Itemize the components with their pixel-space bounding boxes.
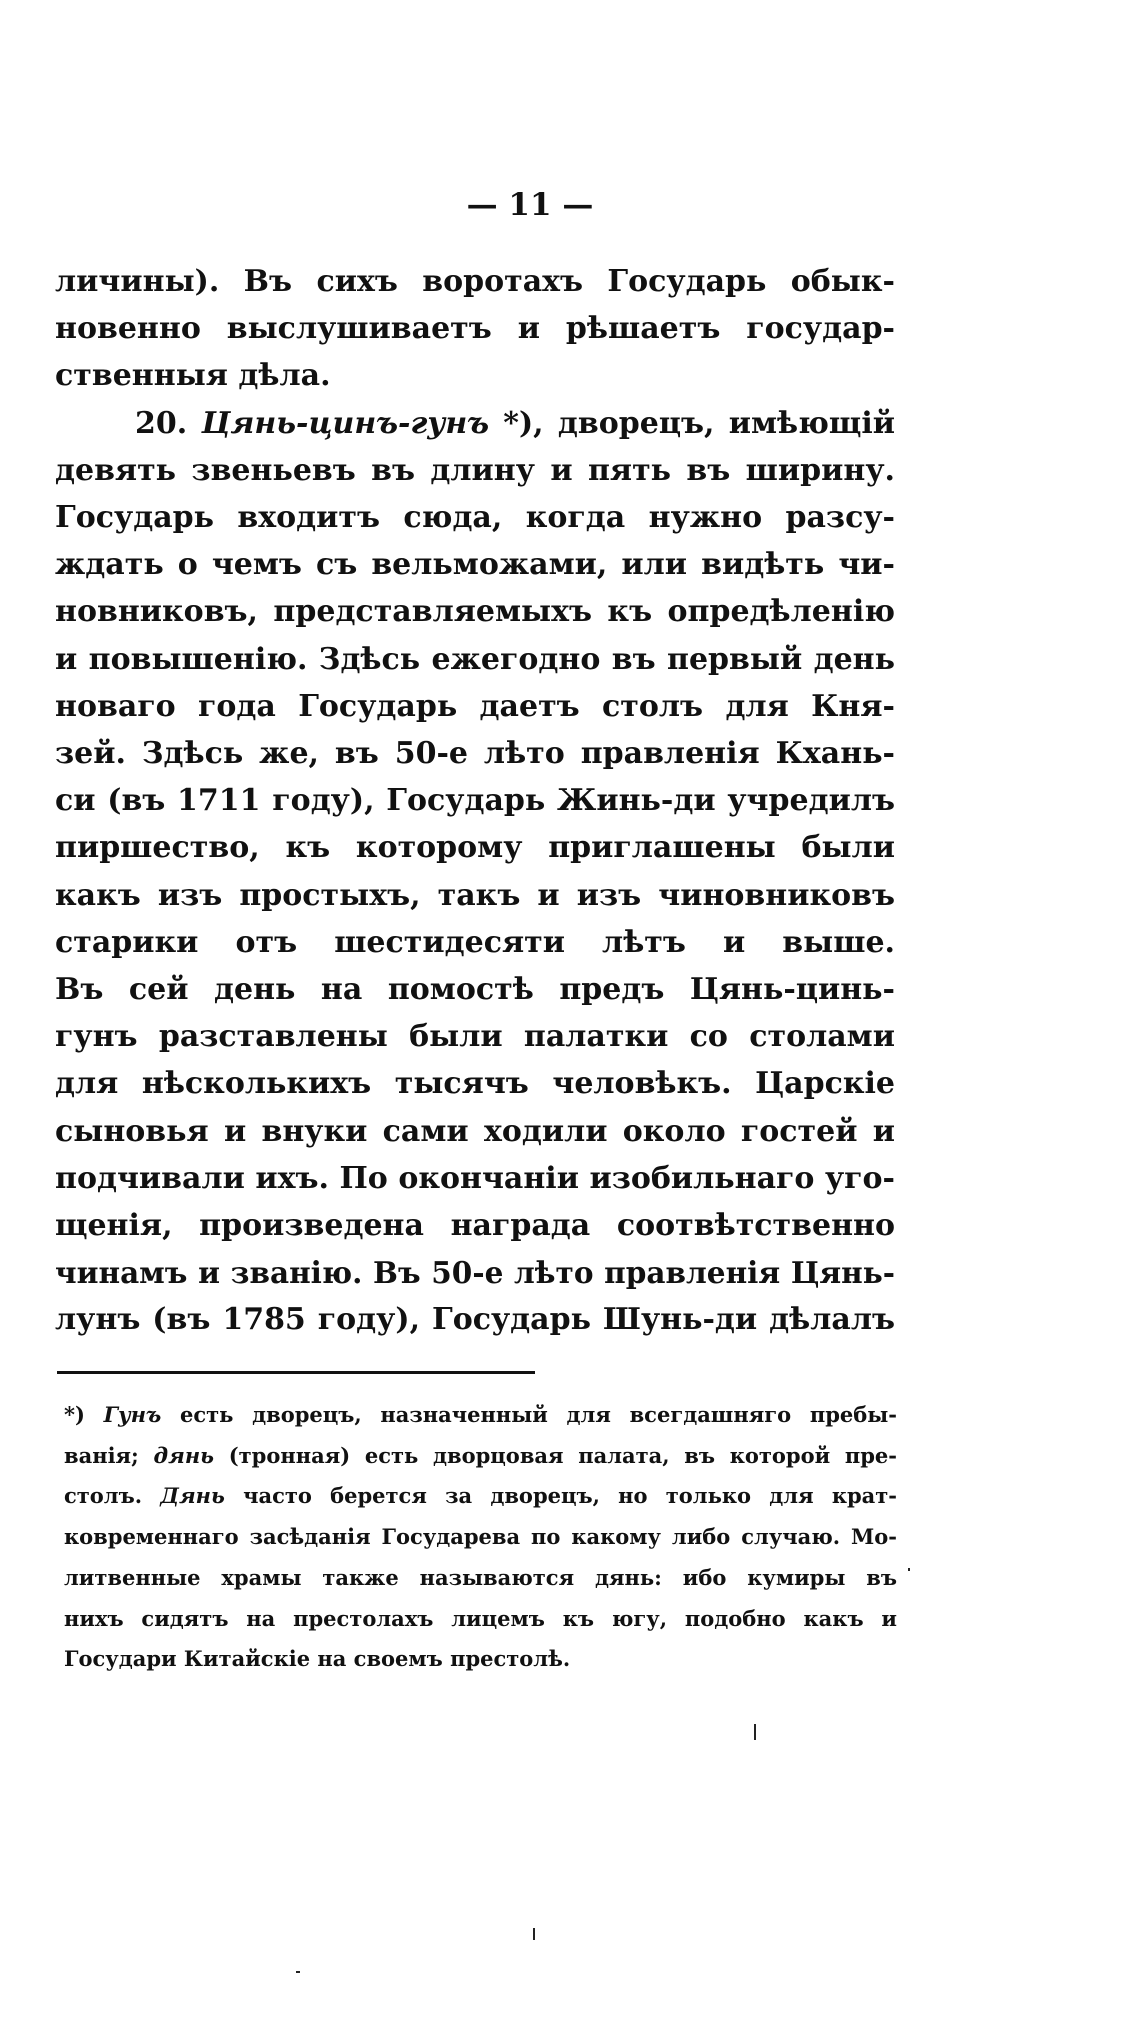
- footnote-line: ковременнаго засѣданія Государева по какому либо случаю. Мо-: [64, 1524, 897, 1550]
- text-line: пиршество, къ которому приглашены были: [55, 830, 895, 866]
- footnote-line: [64, 1436, 897, 1477]
- footnote: [64, 1395, 897, 1680]
- text-line: для нѣсколькихъ тысячъ человѣкъ. Царскіе: [55, 1066, 895, 1102]
- text-line: сыновья и внуки сами ходили около гостей и: [55, 1113, 895, 1149]
- footnote-term: Гунъ: [103, 1402, 162, 1427]
- text-line: подчивали ихъ. По окончаніи изобильнаго уго-: [55, 1160, 895, 1196]
- page-number: — 11 —: [466, 187, 594, 223]
- text-line: девять звеньевъ въ длину и пять въ ширину.: [55, 452, 895, 488]
- text-line: новаго года Государь даетъ столъ для Кня-: [55, 688, 895, 724]
- text-line: и повышенію. Здѣсь ежегодно въ первый день: [55, 641, 895, 677]
- print-speck: [908, 1568, 910, 1571]
- text-line: старики отъ шестидесяти лѣтъ и выше.: [55, 924, 895, 960]
- text-line: зей. Здѣсь же, въ 50-е лѣто правленія Кхань-: [55, 736, 895, 772]
- text-line: ственныя дѣла.: [55, 358, 331, 394]
- paragraph-20-first-line: [55, 400, 895, 447]
- text-fragment: часто берется за дворецъ, но только для крат-: [243, 1483, 898, 1509]
- text-line: Государь входитъ сюда, когда нужно разсу-: [55, 500, 895, 536]
- footnote-line: нихъ сидятъ на престолахъ лицемъ къ югу, подобно какъ и: [64, 1605, 897, 1631]
- main-text: [55, 258, 895, 1344]
- footnote-term: Дянь: [160, 1483, 225, 1509]
- text-line: какъ изъ простыхъ, такъ и изъ чиновниковъ: [55, 877, 895, 913]
- text-fragment: *), дворецъ, имѣющій: [503, 405, 895, 441]
- text-line: щенія, произведена награда соотвѣтственно: [55, 1208, 895, 1244]
- print-speck: [754, 1724, 756, 1740]
- footnote-line: [64, 1476, 897, 1517]
- text-line: гунъ разставлены были палатки со столами: [55, 1019, 895, 1055]
- text-line: новенно выслушиваетъ и рѣшаетъ государ-: [55, 311, 895, 347]
- paragraph-number: 20.: [135, 405, 188, 441]
- footnote-marker: *): [64, 1402, 85, 1427]
- print-speck: [533, 1928, 535, 1940]
- text-line: Въ сей день на помостѣ предъ Цянь-цинь-: [55, 972, 895, 1008]
- footnote-line: литвенные храмы также называются дянь: ибо кумиры въ: [64, 1564, 897, 1590]
- footnote-divider: [57, 1371, 535, 1374]
- footnote-line: Государи Китайскіе на своемъ престолѣ.: [64, 1646, 571, 1672]
- footnote-term: дянь: [153, 1442, 215, 1468]
- text-line: новниковъ, представляемыхъ къ опредѣленію: [55, 594, 895, 630]
- text-fragment: ванія;: [64, 1442, 139, 1468]
- text-line: личины). Въ сихъ воротахъ Государь обык-: [55, 264, 895, 299]
- footnote-line: [64, 1395, 897, 1436]
- text-fragment: столъ.: [64, 1483, 143, 1509]
- palace-name: Цянь-цинъ-гунъ: [201, 405, 490, 441]
- text-fragment: есть дворецъ, назначенный для всегдашняго пребы-: [180, 1402, 898, 1427]
- text-line: ждать о чемъ съ вельможами, или видѣть чи-: [55, 547, 895, 583]
- text-fragment: (тронная) есть дворцовая палата, въ которой пре-: [228, 1442, 897, 1468]
- text-line: лунъ (въ 1785 году), Государь Шунь-ди дѣлалъ: [55, 1302, 895, 1338]
- text-line: си (въ 1711 году), Государь Жинь-ди учредилъ: [55, 783, 895, 819]
- text-line: чинамъ и званію. Въ 50-е лѣто правленія Цянь-: [55, 1255, 895, 1291]
- print-speck: [296, 1971, 300, 1973]
